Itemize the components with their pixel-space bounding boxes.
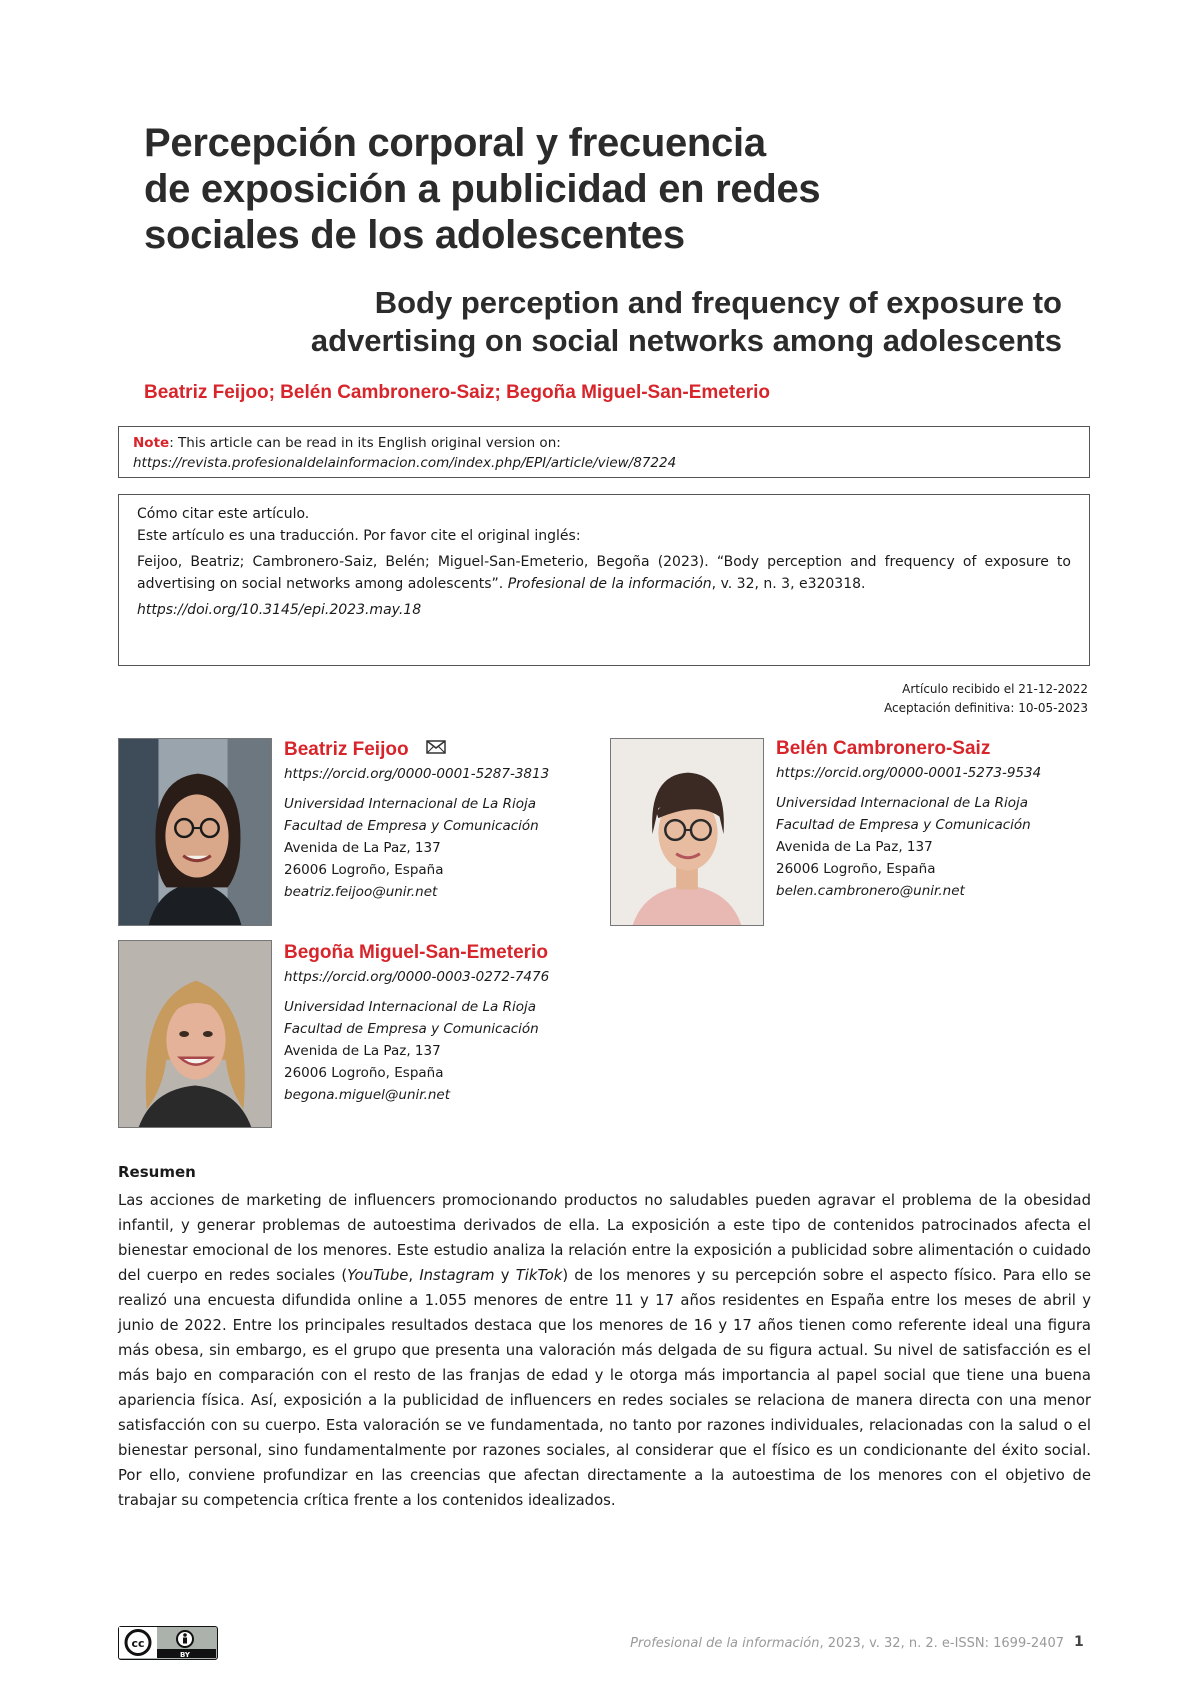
spacer bbox=[284, 988, 604, 996]
footer-details: , 2023, v. 32, n. 2. e-ISSN: 1699-2407 bbox=[819, 1636, 1064, 1651]
citation-title: “Body perception and frequency of exposure to advertising on social networks among adolescents”. bbox=[137, 554, 1071, 592]
author-university: Universidad Internacional de La Rioja bbox=[284, 999, 537, 1015]
footer-citation bbox=[580, 1636, 1064, 1651]
spacer bbox=[776, 784, 1096, 792]
title-english bbox=[144, 284, 1062, 360]
authors-line: Beatriz Feijoo; Belén Cambronero-Saiz; Begoña Miguel-San-Emeterio bbox=[144, 382, 771, 403]
citation-journal: Profesional de la información bbox=[507, 576, 712, 592]
note-box bbox=[118, 426, 1090, 478]
author-photo-cambronero bbox=[610, 738, 764, 926]
author-street: Avenida de La Paz, 137 bbox=[284, 840, 441, 856]
author-name-feijoo bbox=[284, 736, 604, 763]
title-es-line-2: de exposición a publicidad en redes bbox=[144, 167, 821, 211]
envelope-icon[interactable] bbox=[426, 736, 446, 762]
author-city: 26006 Logroño, España bbox=[284, 1065, 444, 1081]
author-name-text: Beatriz Feijoo bbox=[284, 739, 409, 760]
author-city: 26006 Logroño, España bbox=[284, 862, 444, 878]
author-photo-miguel bbox=[118, 940, 272, 1128]
abstract-tiktok: TikTok bbox=[515, 1267, 563, 1284]
orcid-link[interactable]: https://orcid.org/0000-0001-5287-3813 bbox=[284, 766, 550, 782]
citation-heading: Cómo citar este artículo. bbox=[137, 506, 310, 522]
orcid-link[interactable]: https://orcid.org/0000-0003-0272-7476 bbox=[284, 969, 550, 985]
title-en-line-1: Body perception and frequency of exposure to bbox=[374, 285, 1062, 320]
article-dates bbox=[700, 680, 1088, 718]
title-en-line-2: advertising on social networks among adolescents bbox=[310, 323, 1062, 358]
author-street: Avenida de La Paz, 137 bbox=[776, 839, 933, 855]
title-es-line-1: Percepción corporal y frecuencia bbox=[144, 121, 766, 165]
footer-journal: Profesional de la información bbox=[630, 1636, 820, 1651]
orcid-link[interactable]: https://orcid.org/0000-0001-5273-9534 bbox=[776, 765, 1042, 781]
title-spanish bbox=[144, 120, 1104, 258]
author-street: Avenida de La Paz, 137 bbox=[284, 1043, 441, 1059]
author-university: Universidad Internacional de La Rioja bbox=[776, 795, 1029, 811]
author-name-miguel: Begoña Miguel-San-Emeterio bbox=[284, 942, 548, 963]
author-card-cambronero bbox=[776, 736, 1096, 902]
author-card-feijoo bbox=[284, 736, 604, 903]
accepted-date: Aceptación definitiva: 10-05-2023 bbox=[884, 701, 1088, 715]
author-card-miguel bbox=[284, 940, 604, 1106]
spacer bbox=[284, 785, 604, 793]
author-faculty: Facultad de Empresa y Comunicación bbox=[284, 1021, 539, 1037]
abstract-body bbox=[118, 1188, 1091, 1513]
citation-authors: Feijoo, Beatriz; Cambronero-Saiz, Belén; Miguel-San-Emeterio, Begoña (2023). bbox=[137, 554, 717, 570]
note-label: Note bbox=[133, 435, 170, 451]
abstract-heading: Resumen bbox=[118, 1163, 196, 1181]
citation-details: , v. 32, n. 3, e320318. bbox=[711, 576, 866, 592]
received-date: Artículo recibido el 21-12-2022 bbox=[902, 682, 1088, 696]
abstract-sep-1: , bbox=[408, 1267, 420, 1284]
citation-box bbox=[118, 494, 1090, 666]
abstract-youtube: YouTube bbox=[347, 1267, 409, 1284]
author-email-link[interactable]: belen.cambronero@unir.net bbox=[776, 883, 965, 899]
abstract-instagram: Instagram bbox=[419, 1267, 495, 1284]
author-email-link[interactable]: beatriz.feijoo@unir.net bbox=[284, 884, 438, 900]
cc-by-license-badge[interactable] bbox=[118, 1626, 218, 1660]
citation-doi-link[interactable]: https://doi.org/10.3145/epi.2023.may.18 bbox=[137, 602, 422, 618]
abstract-part-1: Las acciones de marketing de influencers promocionando productos no saludables pueden agravar el problema de la obesidad infantil, y generar problemas de autoestima derivados de ella. La exposición a este tipo de contenidos patrocinados afecta el bienestar emocional de los menores. Este estudio analiza la relación entre la exposición a publicidad sobre alimentación o cuidado del cuerpo en redes sociales ( bbox=[118, 1192, 1091, 1284]
author-faculty: Facultad de Empresa y Comunicación bbox=[776, 817, 1031, 833]
note-url-link[interactable]: https://revista.profesionaldelainformacion.com/index.php/EPI/article/view/87224 bbox=[133, 455, 677, 471]
note-text: : This article can be read in its English original version on: bbox=[169, 435, 561, 451]
author-faculty: Facultad de Empresa y Comunicación bbox=[284, 818, 539, 834]
abstract-part-2: ) de los menores y su percepción sobre el aspecto físico. Para ello se realizó una encuesta difundida online a 1.055 menores de entre 11 y 17 años residentes en España entre los meses de abril y junio de 2022. Entre los principales resultados destaca que los menores de 16 y 17 años tienen como referente ideal una figura más obesa, sin embargo, es el grupo que presenta una valoración más delgada de su figura actual. Su nivel de satisfacción es el más bajo en comparación con el resto de las franjas de edad y le otorga más importancia al papel social que tiene una buena apariencia física. Así, exposición a la publicidad de influencers en redes sociales se relaciona de manera directa con una menor satisfacción con su cuerpo. Esta valoración se ve fundamentada, no tanto por razones individuales, relacionadas con la salud o el bienestar personal, sino fundamentalmente por razones sociales, al considerar que el físico es un condicionante del éxito social. Por ello, conviene profundizar en las creencias que afectan directamente a la autoestima de los menores con el objetivo de trabajar su competencia crítica frente a los contenidos idealizados. bbox=[118, 1267, 1091, 1509]
abstract-sep-2: y bbox=[494, 1267, 516, 1284]
citation-reference bbox=[137, 551, 1071, 595]
author-city: 26006 Logroño, España bbox=[776, 861, 936, 877]
svg-text:cc: cc bbox=[131, 1637, 145, 1650]
author-photo-feijoo bbox=[118, 738, 272, 926]
author-university: Universidad Internacional de La Rioja bbox=[284, 796, 537, 812]
author-name-cambronero: Belén Cambronero-Saiz bbox=[776, 738, 991, 759]
citation-translation-note: Este artículo es una traducción. Por favor cite el original inglés: bbox=[137, 528, 581, 544]
note-line bbox=[133, 433, 1075, 453]
license-label: BY bbox=[179, 1651, 191, 1658]
page-number: 1 bbox=[1074, 1634, 1084, 1650]
title-es-line-3: sociales de los adolescentes bbox=[144, 213, 685, 257]
author-email-link[interactable]: begona.miguel@unir.net bbox=[284, 1087, 451, 1103]
